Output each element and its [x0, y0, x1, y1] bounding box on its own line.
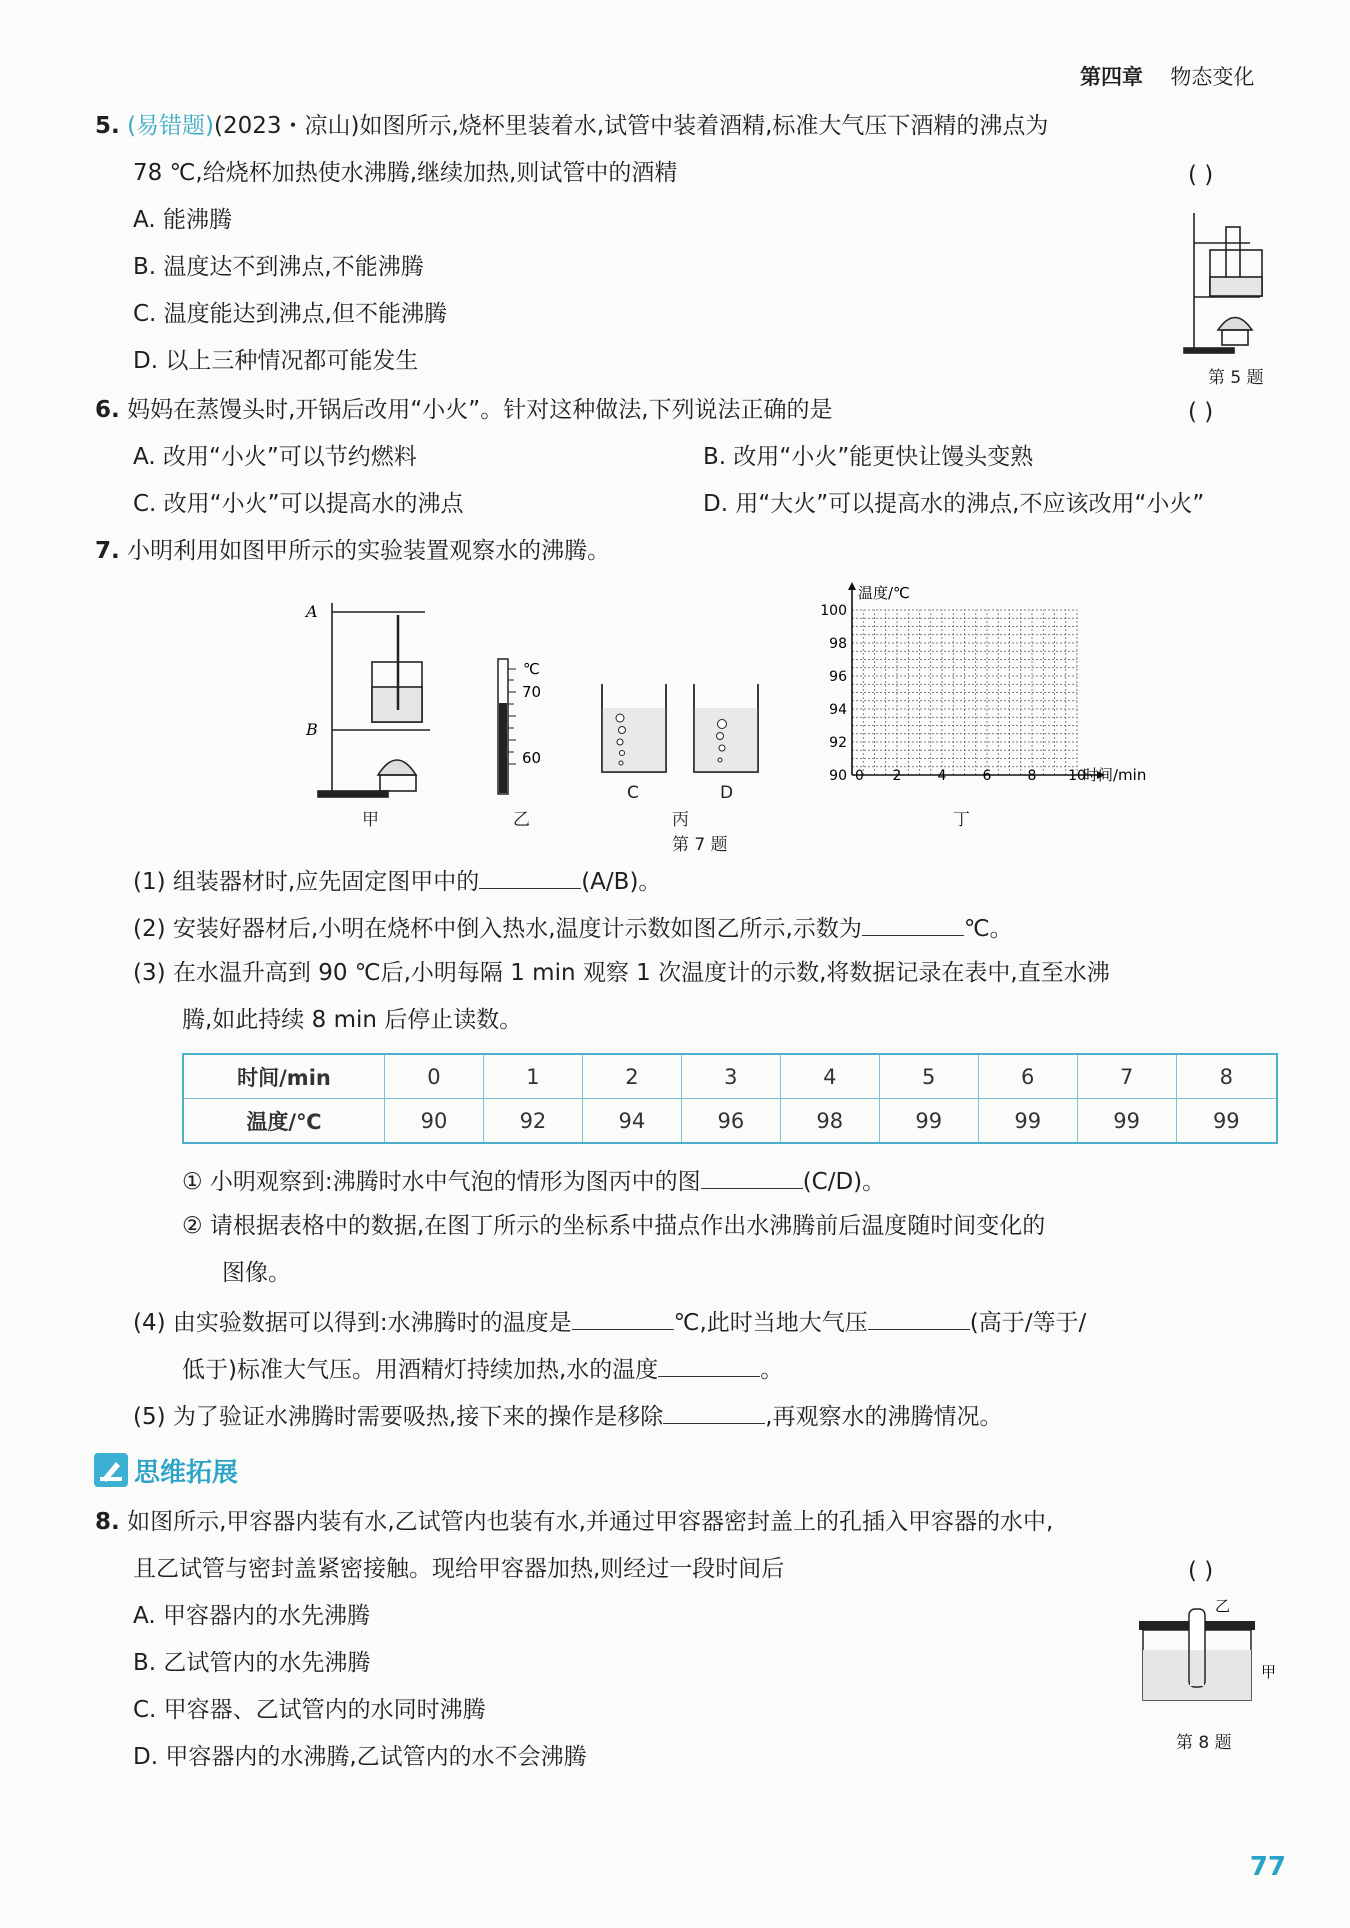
fig-bing-beakers [598, 680, 768, 780]
q5-answer-paren[interactable]: ( ) [1188, 162, 1214, 188]
x-tick-label: 4 [937, 768, 947, 784]
q7-sub5 [133, 1403, 1003, 1429]
q6-answer-paren[interactable]: ( ) [1188, 399, 1214, 425]
q7-c1-blank[interactable] [701, 1168, 803, 1189]
fig-yi-thermometer [490, 655, 560, 800]
thermometer-unit: ℃ [523, 660, 540, 678]
fig-jia-label-b: B [306, 720, 318, 739]
q8-option-d[interactable]: D. 甲容器内的水沸腾,乙试管内的水不会沸腾 [133, 1744, 587, 1770]
q6-line [95, 399, 833, 422]
q6-number: 6. [95, 397, 120, 423]
x-tick-label: 8 [1027, 768, 1037, 784]
q6-text: 妈妈在蒸馒头时,开锅后改用“小火”。针对这种做法,下列说法正确的是 [127, 397, 833, 423]
table-cell: 2 [582, 1054, 681, 1099]
q7-c1 [182, 1168, 885, 1194]
table-cell: 8 [1176, 1054, 1277, 1099]
q7-sub5-text-a: (5) 为了验证水沸腾时需要吸热,接下来的操作是移除 [133, 1404, 664, 1430]
y-tick-label: 92 [829, 735, 847, 751]
q8-text: 如图所示,甲容器内装有水,乙试管内也装有水,并通过甲容器密封盖上的孔插入甲容器的水中, [127, 1509, 1054, 1535]
q7-sub4-line1 [133, 1309, 1086, 1335]
q7-sub3-line1: (3) 在水温升高到 90 ℃后,小明每隔 1 min 观察 1 次温度计的示数,将数据记录在表中,直至水沸 [133, 960, 1110, 986]
q8-option-b[interactable]: B. 乙试管内的水先沸腾 [133, 1650, 371, 1676]
q5-line2: 78 ℃,给烧杯加热使水沸腾,继续加热,则试管中的酒精 [133, 160, 678, 186]
table-cell: 99 [1176, 1099, 1277, 1144]
table-cell: 99 [1077, 1099, 1176, 1144]
q7-sub4-blank-2[interactable] [868, 1309, 970, 1330]
q6-option-b[interactable]: B. 改用“小火”能更快让馒头变熟 [703, 444, 1034, 470]
y-tick-label: 96 [829, 669, 847, 685]
table-cell: 99 [978, 1099, 1077, 1144]
q7-c2-line2: 图像。 [222, 1260, 291, 1286]
thermometer-tick-60: 60 [522, 749, 542, 767]
q7-sub4-text-c: (高于/等于/ [969, 1310, 1087, 1336]
q8-number: 8. [95, 1509, 120, 1535]
q7-sub5-text-b: ,再观察水的沸腾情况。 [765, 1404, 1003, 1430]
fig-yi-label: 乙 [513, 810, 530, 830]
q8-line1 [95, 1511, 1053, 1534]
q8-fig-yi: 乙 [1215, 1597, 1231, 1615]
table-cell: 4 [780, 1054, 879, 1099]
data-table [182, 1053, 1278, 1144]
chapter-label: 第四章 [1080, 65, 1143, 89]
y-tick-label: 90 [829, 768, 847, 784]
q7-sub1 [133, 868, 661, 894]
q7-sub4-blank-3[interactable] [658, 1356, 760, 1377]
q7-number: 7. [95, 538, 120, 564]
q7-c1-end: (C/D)。 [802, 1169, 886, 1195]
x-tick-label: 0 [855, 768, 864, 784]
table-cell: 94 [582, 1099, 681, 1144]
table-cell: 96 [681, 1099, 780, 1144]
q5-option-a[interactable]: A. 能沸腾 [133, 207, 232, 233]
table-cell: 92 [483, 1099, 582, 1144]
q7-line [95, 540, 610, 563]
q5-text: (2023・凉山)如图所示,烧杯里装着水,试管中装着酒精,标准大气压下酒精的沸点为 [214, 113, 1049, 139]
q5-apparatus-figure [1180, 205, 1290, 355]
table-cell: 5 [879, 1054, 978, 1099]
x-tick-label: 10 [1068, 768, 1086, 784]
fig-jia-label-a: A [306, 602, 318, 621]
q5-caption: 第 5 题 [1208, 368, 1264, 388]
q7-sub1-text: (1) 组装器材时,应先固定图甲中的 [133, 869, 480, 895]
q5-line1 [95, 115, 1048, 138]
q7-sub4-line2 [182, 1356, 783, 1382]
q5-option-c[interactable]: C. 温度能达到沸点,但不能沸腾 [133, 301, 447, 327]
fig7-caption: 第 7 题 [672, 835, 728, 855]
q5-option-d[interactable]: D. 以上三种情况都可能发生 [133, 348, 419, 374]
y-tick-label: 94 [829, 702, 847, 718]
fig-jia-apparatus [300, 595, 450, 825]
q8-caption: 第 8 题 [1176, 1733, 1232, 1753]
q7-sub2 [133, 915, 1013, 941]
thermometer-tick-70: 70 [522, 683, 542, 701]
fig-bing-c: C [627, 783, 639, 803]
q7-sub4-text-b: ℃,此时当地大气压 [673, 1310, 868, 1336]
pencil-book-icon [94, 1453, 128, 1487]
q7-sub2-end: ℃。 [963, 916, 1013, 942]
q7-sub1-end: (A/B)。 [581, 869, 662, 895]
q8-container-figure [1135, 1595, 1285, 1715]
y-axis-label: 温度/℃ [858, 584, 910, 602]
q8-fig-jia: 甲 [1261, 1663, 1277, 1681]
q7-sub3-line2: 腾,如此持续 8 min 后停止读数。 [182, 1007, 523, 1033]
fig-bing-label: 丙 [672, 810, 689, 830]
y-tick-label: 98 [829, 636, 847, 652]
q7-sub5-blank[interactable] [663, 1403, 765, 1424]
q7-sub4-text-e: 。 [760, 1357, 784, 1383]
table-cell: 98 [780, 1099, 879, 1144]
q6-option-d[interactable]: D. 用“大火”可以提高水的沸点,不应该改用“小火” [703, 491, 1205, 517]
q7-c1-text: ① 小明观察到:沸腾时水中气泡的情形为图丙中的图 [182, 1169, 701, 1195]
table-row-time [183, 1054, 1277, 1099]
page-number: 77 [1249, 1852, 1286, 1882]
table-cell: 99 [879, 1099, 978, 1144]
fig-ding-chart [812, 580, 1147, 795]
section-header [94, 1451, 238, 1489]
q7-sub4-text-a: (4) 由实验数据可以得到:水沸腾时的温度是 [133, 1310, 572, 1336]
fig-bing-d: D [720, 783, 734, 803]
q5-tag: (易错题) [127, 113, 215, 139]
y-tick-label: 100 [820, 603, 847, 619]
fig-jia-label: 甲 [362, 810, 379, 830]
q8-option-a[interactable]: A. 甲容器内的水先沸腾 [133, 1603, 370, 1629]
table-row-temp [183, 1099, 1277, 1144]
table-cell: 7 [1077, 1054, 1176, 1099]
q8-line2: 且乙试管与密封盖紧密接触。现给甲容器加热,则经过一段时间后 [133, 1556, 785, 1582]
q6-option-a[interactable]: A. 改用“小火”可以节约燃料 [133, 444, 417, 470]
table-cell: 90 [385, 1099, 484, 1144]
fig-ding-label: 丁 [953, 810, 970, 830]
table-cell: 6 [978, 1054, 1077, 1099]
q7-text: 小明利用如图甲所示的实验装置观察水的沸腾。 [127, 538, 611, 564]
section-title: 思维拓展 [134, 1457, 239, 1488]
y-axis-arrow [848, 582, 856, 590]
x-axis-label: 时间/min [1083, 766, 1147, 784]
q5-option-b[interactable]: B. 温度达不到沸点,不能沸腾 [133, 254, 424, 280]
q7-sub4-blank-1[interactable] [572, 1309, 674, 1330]
table-head-temp: 温度/℃ [183, 1099, 385, 1144]
q5-number: 5. [95, 113, 120, 139]
q8-option-c[interactable]: C. 甲容器、乙试管内的水同时沸腾 [133, 1697, 486, 1723]
q7-sub4-text-d: 低于)标准大气压。用酒精灯持续加热,水的温度 [182, 1357, 659, 1383]
q7-c2-line1: ② 请根据表格中的数据,在图丁所示的坐标系中描点作出水沸腾前后温度随时间变化的 [182, 1213, 1046, 1239]
table-cell: 0 [385, 1054, 484, 1099]
q6-option-c[interactable]: C. 改用“小火”可以提高水的沸点 [133, 491, 464, 517]
q7-sub2-blank[interactable] [862, 915, 964, 936]
table-head-time: 时间/min [183, 1054, 385, 1099]
table-cell: 1 [483, 1054, 582, 1099]
x-tick-label: 6 [982, 768, 992, 784]
page-header [1080, 67, 1254, 88]
chapter-title: 物态变化 [1170, 65, 1255, 89]
q7-sub2-text: (2) 安装好器材后,小明在烧杯中倒入热水,温度计示数如图乙所示,示数为 [133, 916, 862, 942]
x-tick-label: 2 [892, 768, 902, 784]
table-cell: 3 [681, 1054, 780, 1099]
q7-sub1-blank[interactable] [479, 868, 581, 889]
q8-answer-paren[interactable]: ( ) [1188, 1558, 1214, 1584]
